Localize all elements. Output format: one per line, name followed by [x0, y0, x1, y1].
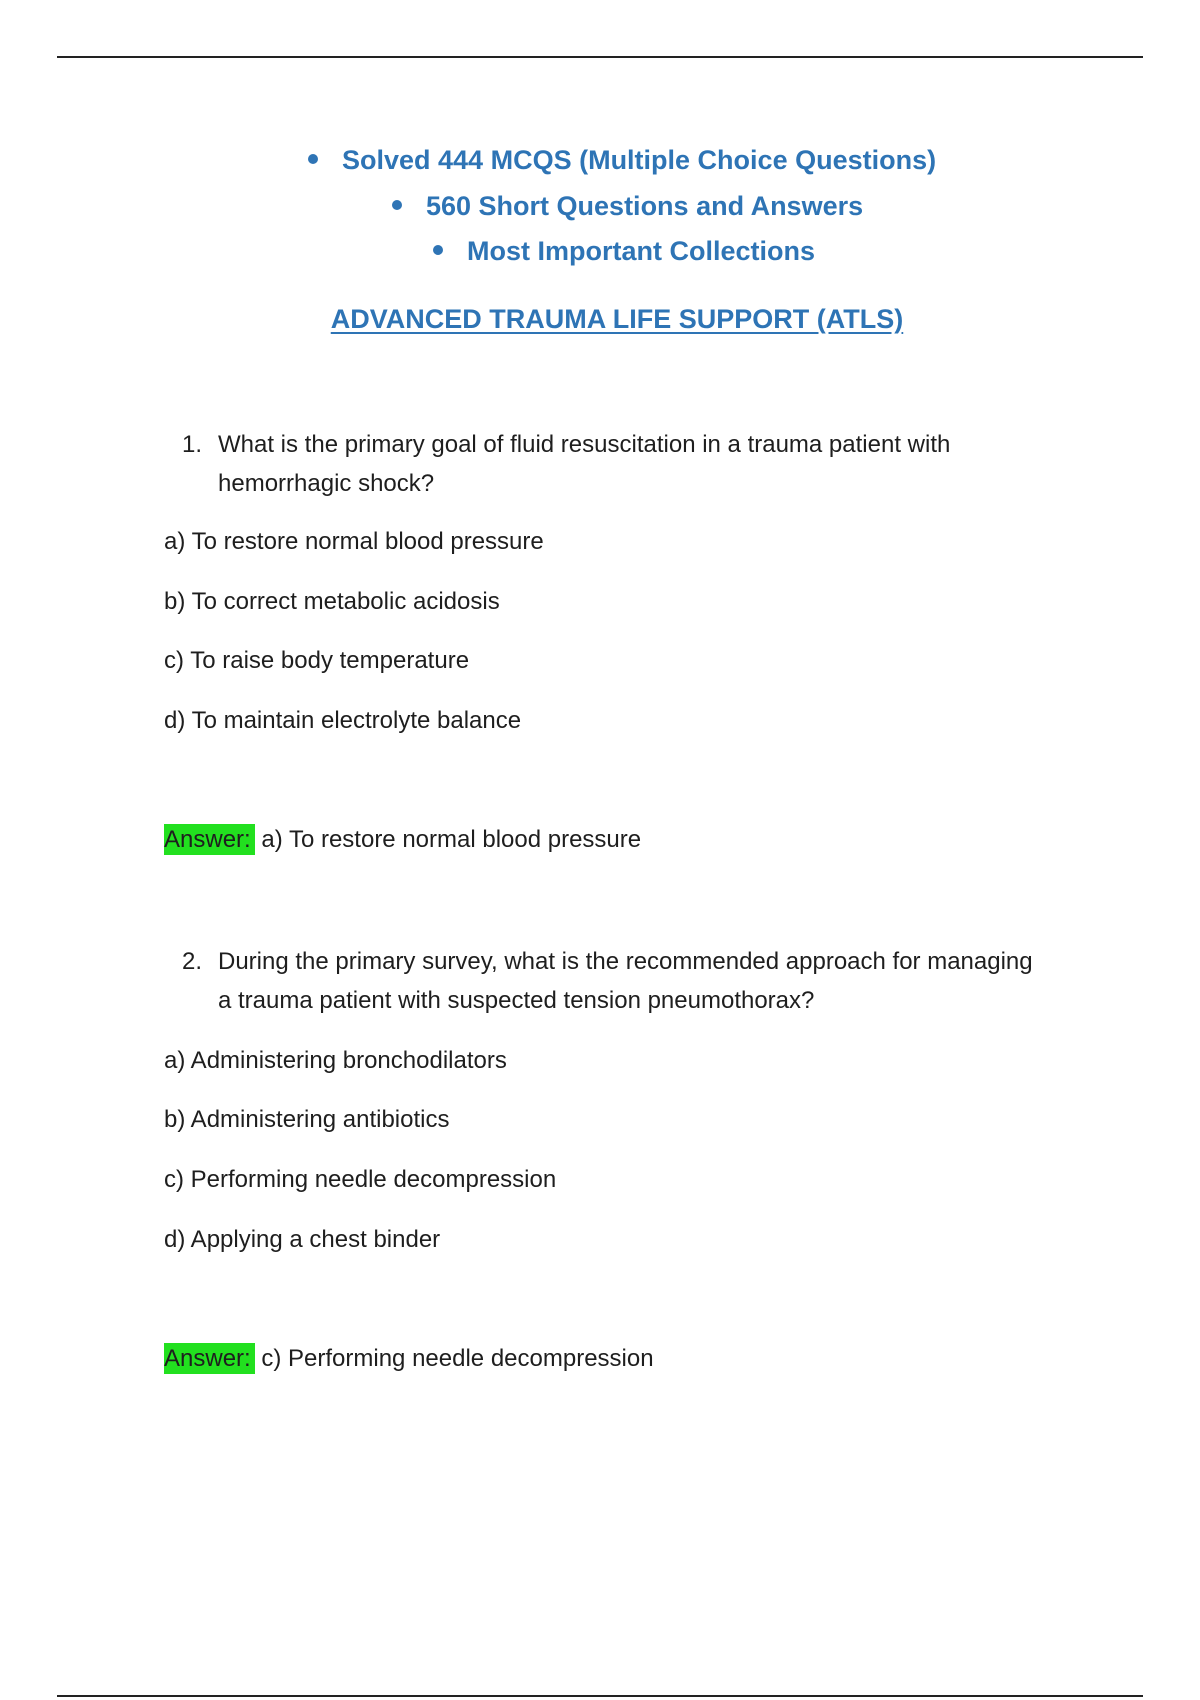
answer-line [164, 826, 641, 854]
highlight-text: 560 Short Questions and Answers [426, 191, 864, 221]
question-number: 1. [182, 431, 203, 458]
header-rule [57, 56, 1143, 58]
answer-label: Answer: [164, 824, 255, 855]
answer-text: c) Performing needle decompression [254, 1345, 654, 1372]
option-a: a) To restore normal blood pressure [164, 528, 544, 555]
bullet-icon [433, 245, 443, 255]
highlight-text: Most Important Collections [467, 236, 816, 266]
option-b: b) To correct metabolic acidosis [164, 588, 500, 615]
option-d: d) To maintain electrolyte balance [164, 707, 522, 734]
question-1 [182, 425, 1042, 503]
option-d: d) Applying a chest binder [164, 1226, 441, 1253]
footer-rule [57, 1695, 1143, 1697]
bullet-icon [308, 154, 318, 164]
answer-line [164, 1345, 654, 1373]
answer-text: a) To restore normal blood pressure [254, 826, 642, 853]
highlight-item [433, 236, 815, 267]
highlight-item [308, 145, 936, 176]
question-text: What is the primary goal of fluid resuscitation in a trauma patient with hemorrhagic shock? [218, 431, 951, 497]
question-number: 2. [182, 948, 203, 975]
highlight-text: Solved 444 MCQS (Multiple Choice Questions) [342, 145, 937, 175]
highlight-item [392, 191, 863, 222]
option-c: c) Performing needle decompression [164, 1166, 557, 1193]
bullet-icon [392, 200, 402, 210]
question-text: During the primary survey, what is the recommended approach for managing a trauma patient with suspected tension pneumothorax? [218, 948, 1033, 1014]
question-2 [182, 942, 1042, 1020]
option-a: a) Administering bronchodilators [164, 1047, 507, 1074]
document-title: ADVANCED TRAUMA LIFE SUPPORT (ATLS) [330, 304, 904, 334]
option-b: b) Administering antibiotics [164, 1106, 450, 1133]
answer-label: Answer: [164, 1343, 255, 1374]
option-c: c) To raise body temperature [164, 647, 470, 674]
